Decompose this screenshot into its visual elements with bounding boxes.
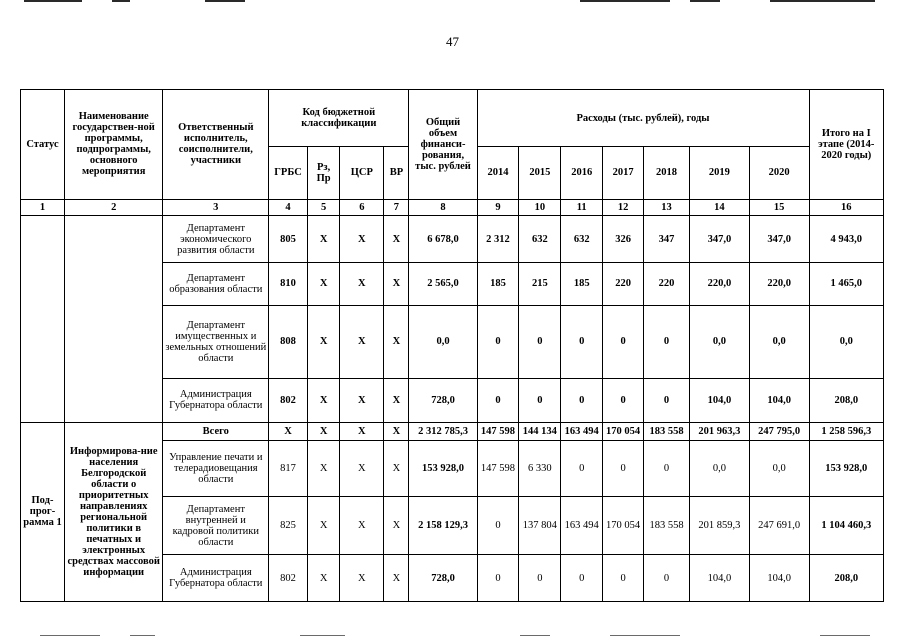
total-cell: 0,0: [409, 305, 477, 378]
vr-cell: Х: [384, 441, 409, 497]
csr-cell: Х: [340, 379, 384, 423]
year-cell: 0: [477, 555, 519, 602]
header-status: Статус: [21, 90, 65, 200]
year-cell: 0: [644, 305, 690, 378]
status-cell: Под-прог-рамма 1: [21, 422, 65, 601]
scan-artifact: [580, 0, 670, 2]
vr-cell: Х: [384, 555, 409, 602]
year-cell: 347,0: [690, 216, 750, 263]
header-responsible: Ответственный исполнитель, соисполнители, участники: [163, 90, 269, 200]
year-cell: 183 558: [644, 422, 690, 440]
csr-cell: Х: [340, 263, 384, 306]
column-number: 9: [477, 199, 519, 215]
header-rzpr: Рз, Пр: [307, 147, 339, 200]
year-cell: 170 054: [603, 497, 644, 555]
grbs-cell: 808: [269, 305, 308, 378]
column-number: 10: [519, 199, 561, 215]
year-cell: 201 859,3: [690, 497, 750, 555]
scan-artifact: [24, 0, 82, 2]
header-grbs: ГРБС: [269, 147, 308, 200]
scan-artifact: [205, 0, 245, 2]
itogo-cell: 1 104 460,3: [809, 497, 884, 555]
header-year: 2019: [690, 147, 750, 200]
page-number: 47: [446, 34, 459, 49]
year-cell: 0,0: [690, 305, 750, 378]
itogo-cell: 1 258 596,3: [809, 422, 884, 440]
program-name-cell-empty: [64, 216, 162, 423]
year-cell: 0: [477, 497, 519, 555]
year-cell: 0: [561, 305, 603, 378]
grbs-cell: 802: [269, 555, 308, 602]
vr-cell: Х: [384, 263, 409, 306]
year-cell: 185: [477, 263, 519, 306]
year-cell: 104,0: [749, 379, 809, 423]
year-cell: 632: [561, 216, 603, 263]
itogo-cell: 1 465,0: [809, 263, 884, 306]
year-cell: 0,0: [690, 441, 750, 497]
year-cell: 247 795,0: [749, 422, 809, 440]
year-cell: 0,0: [749, 441, 809, 497]
header-year: 2018: [644, 147, 690, 200]
year-cell: 220: [644, 263, 690, 306]
year-cell: 137 804: [519, 497, 561, 555]
total-cell: 2 312 785,3: [409, 422, 477, 440]
total-cell: 2 158 129,3: [409, 497, 477, 555]
grbs-cell: Х: [269, 422, 308, 440]
year-cell: 104,0: [690, 379, 750, 423]
rzpr-cell: Х: [307, 422, 339, 440]
header-budget-code: Код бюджетной классификации: [269, 90, 409, 147]
status-cell-empty: [21, 216, 65, 423]
year-cell: 183 558: [644, 497, 690, 555]
column-number: 3: [163, 199, 269, 215]
column-number: 13: [644, 199, 690, 215]
grbs-cell: 810: [269, 263, 308, 306]
year-cell: 2 312: [477, 216, 519, 263]
header-year: 2014: [477, 147, 519, 200]
header-vr: ВР: [384, 147, 409, 200]
itogo-cell: 208,0: [809, 555, 884, 602]
vr-cell: Х: [384, 216, 409, 263]
year-cell: 0: [603, 441, 644, 497]
rzpr-cell: Х: [307, 497, 339, 555]
column-number: 1: [21, 199, 65, 215]
column-number: 11: [561, 199, 603, 215]
csr-cell: Х: [340, 422, 384, 440]
header-csr: ЦСР: [340, 147, 384, 200]
year-cell: 0: [561, 441, 603, 497]
csr-cell: Х: [340, 216, 384, 263]
year-cell: 347,0: [749, 216, 809, 263]
grbs-cell: 817: [269, 441, 308, 497]
column-number: 15: [749, 199, 809, 215]
executor-cell: Департамент экономического развития области: [163, 216, 269, 263]
year-cell: 104,0: [749, 555, 809, 602]
total-cell: 6 678,0: [409, 216, 477, 263]
executor-cell: Администрация Губернатора области: [163, 379, 269, 423]
year-cell: 147 598: [477, 422, 519, 440]
year-cell: 6 330: [519, 441, 561, 497]
year-cell: 144 134: [519, 422, 561, 440]
year-cell: 185: [561, 263, 603, 306]
year-cell: 0: [644, 555, 690, 602]
program-name-cell: Информирова-ние населения Белгородской области о приоритетных направлениях региональной политики в печатных и электронных средствах массовой информации: [64, 422, 162, 601]
year-cell: 247 691,0: [749, 497, 809, 555]
scan-artifact: [0, 632, 905, 640]
column-number: 14: [690, 199, 750, 215]
header-expenses: Расходы (тыс. рублей), годы: [477, 90, 809, 147]
grbs-cell: 802: [269, 379, 308, 423]
column-number: 4: [269, 199, 308, 215]
executor-cell: Администрация Губернатора области: [163, 555, 269, 602]
grbs-cell: 805: [269, 216, 308, 263]
year-cell: 163 494: [561, 422, 603, 440]
header-total-volume: Общий объем финанси-рования, тыс. рублей: [409, 90, 477, 200]
csr-cell: Х: [340, 555, 384, 602]
executor-cell: Департамент имущественных и земельных отношений области: [163, 305, 269, 378]
column-number: 12: [603, 199, 644, 215]
scan-artifact: [112, 0, 130, 2]
header-name: Наименование государствен-ной программы, подпрограммы, основного мероприятия: [64, 90, 162, 200]
year-cell: 0: [603, 555, 644, 602]
scan-artifact: [770, 0, 875, 2]
total-cell: 2 565,0: [409, 263, 477, 306]
csr-cell: Х: [340, 497, 384, 555]
year-cell: 170 054: [603, 422, 644, 440]
rzpr-cell: Х: [307, 305, 339, 378]
executor-cell: Управление печати и телерадиовещания области: [163, 441, 269, 497]
column-number: 2: [64, 199, 162, 215]
executor-cell: Всего: [163, 422, 269, 440]
rzpr-cell: Х: [307, 263, 339, 306]
scan-artifact: [690, 0, 720, 2]
year-cell: 0: [644, 441, 690, 497]
itogo-cell: 153 928,0: [809, 441, 884, 497]
itogo-cell: 4 943,0: [809, 216, 884, 263]
year-cell: 220: [603, 263, 644, 306]
vr-cell: Х: [384, 497, 409, 555]
header-itogo: Итого на I этапе (2014-2020 годы): [809, 90, 884, 200]
rzpr-cell: Х: [307, 555, 339, 602]
year-cell: 0: [519, 379, 561, 423]
year-cell: 0: [519, 305, 561, 378]
year-cell: 201 963,3: [690, 422, 750, 440]
header-year: 2015: [519, 147, 561, 200]
year-cell: 0: [603, 379, 644, 423]
header-year: 2017: [603, 147, 644, 200]
header-year: 2020: [749, 147, 809, 200]
column-number: 16: [809, 199, 884, 215]
year-cell: 220,0: [690, 263, 750, 306]
vr-cell: Х: [384, 379, 409, 423]
year-cell: 632: [519, 216, 561, 263]
column-number: 5: [307, 199, 339, 215]
executor-cell: Департамент образования области: [163, 263, 269, 306]
year-cell: 0: [644, 379, 690, 423]
year-cell: 0: [519, 555, 561, 602]
column-number: 6: [340, 199, 384, 215]
executor-cell: Департамент внутренней и кадровой политики области: [163, 497, 269, 555]
year-cell: 0,0: [749, 305, 809, 378]
grbs-cell: 825: [269, 497, 308, 555]
rzpr-cell: Х: [307, 379, 339, 423]
year-cell: 147 598: [477, 441, 519, 497]
itogo-cell: 208,0: [809, 379, 884, 423]
rzpr-cell: Х: [307, 216, 339, 263]
column-number: 7: [384, 199, 409, 215]
year-cell: 326: [603, 216, 644, 263]
csr-cell: Х: [340, 305, 384, 378]
year-cell: 0: [561, 555, 603, 602]
vr-cell: Х: [384, 305, 409, 378]
total-cell: 728,0: [409, 379, 477, 423]
year-cell: 0: [561, 379, 603, 423]
year-cell: 220,0: [749, 263, 809, 306]
year-cell: 0: [603, 305, 644, 378]
vr-cell: Х: [384, 422, 409, 440]
column-number: 8: [409, 199, 477, 215]
year-cell: 0: [477, 305, 519, 378]
year-cell: 104,0: [690, 555, 750, 602]
header-year: 2016: [561, 147, 603, 200]
year-cell: 347: [644, 216, 690, 263]
total-cell: 153 928,0: [409, 441, 477, 497]
year-cell: 0: [477, 379, 519, 423]
rzpr-cell: Х: [307, 441, 339, 497]
year-cell: 163 494: [561, 497, 603, 555]
year-cell: 215: [519, 263, 561, 306]
table-row: [21, 216, 884, 263]
budget-table: [20, 89, 884, 602]
table-row-total: [21, 422, 884, 440]
itogo-cell: 0,0: [809, 305, 884, 378]
total-cell: 728,0: [409, 555, 477, 602]
csr-cell: Х: [340, 441, 384, 497]
header-row: [21, 90, 884, 147]
column-number-row: [21, 199, 884, 215]
